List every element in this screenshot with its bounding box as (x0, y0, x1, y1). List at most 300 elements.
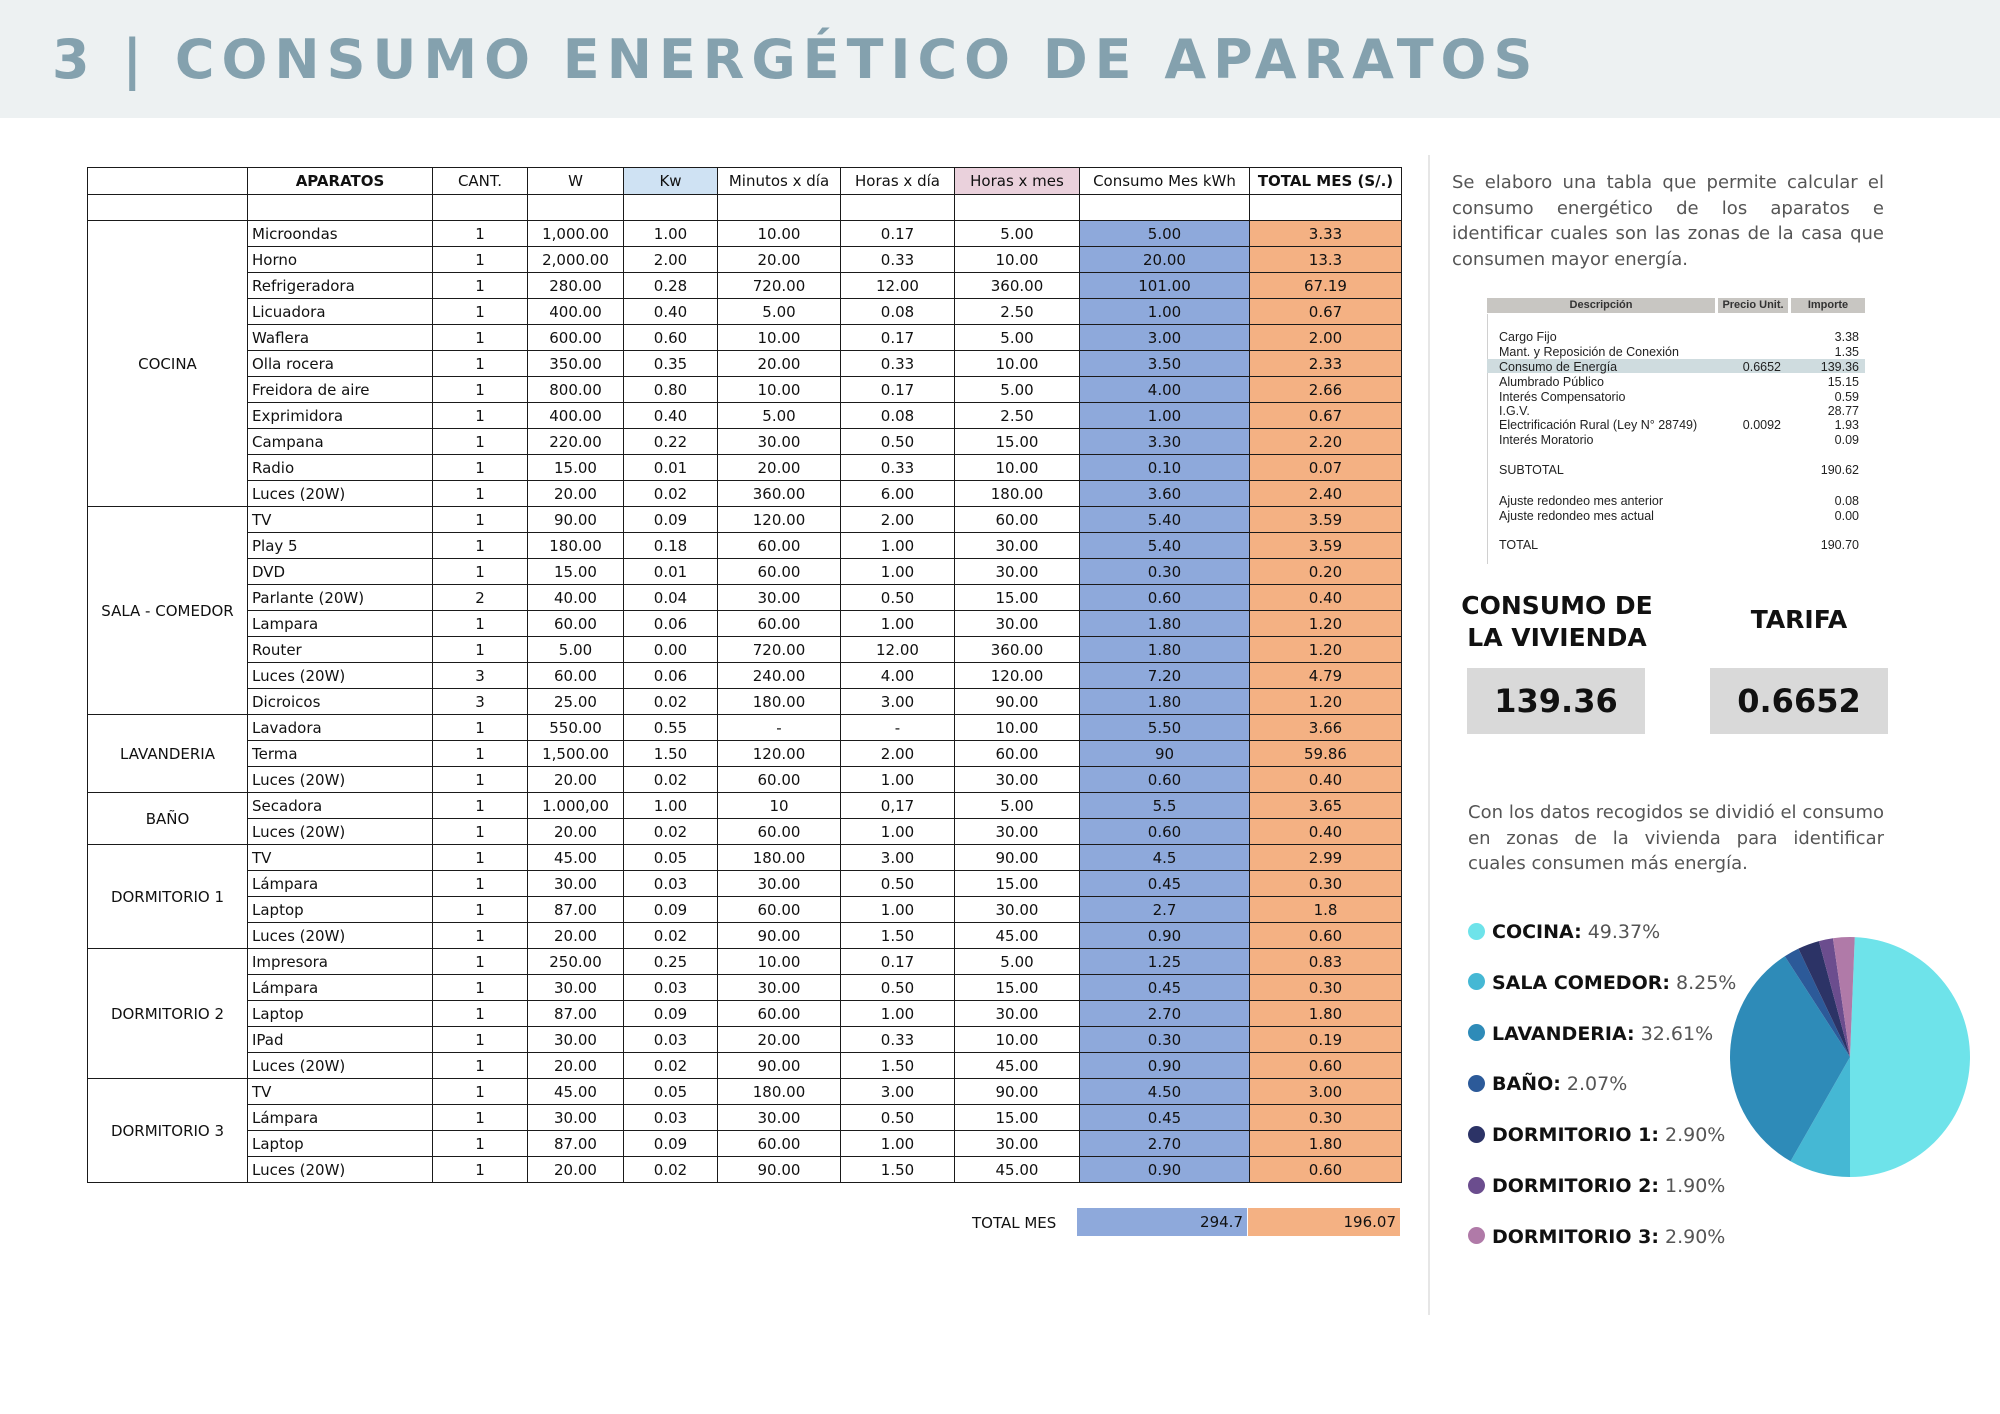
cell-total: 0.60 (1250, 1053, 1402, 1079)
cell-kwh: 101.00 (1080, 273, 1250, 299)
zone-consumption-pie-chart (1728, 935, 1972, 1179)
table-row (88, 741, 1402, 767)
intro-paragraph: Se elaboro una tabla que permite calcular el consumo energético de los aparatos e identificar cuales son las zonas de la casa que consumen mayor energía. (1452, 172, 1884, 270)
cell-kw: 1.00 (624, 221, 718, 247)
receipt-line-amount: 0.09 (1834, 433, 1859, 447)
cell-hd: 1.50 (841, 923, 955, 949)
table-cell (88, 195, 248, 221)
cell-kw: 0.05 (624, 845, 718, 871)
cell-total: 1.80 (1250, 1001, 1402, 1027)
cell-total: 3.59 (1250, 533, 1402, 559)
legend-label: DORMITORIO 3: (1492, 1225, 1659, 1248)
cell-total: 0.83 (1250, 949, 1402, 975)
cell-min: 10 (718, 793, 841, 819)
receipt-line (1499, 375, 1859, 389)
receipt-line (1499, 330, 1859, 344)
cell-name: Luces (20W) (248, 819, 433, 845)
cell-name: Lámpara (248, 1105, 433, 1131)
cell-hd: 0.50 (841, 429, 955, 455)
cell-kw: 0.35 (624, 351, 718, 377)
cell-hd: 1.00 (841, 897, 955, 923)
cell-name: Parlante (20W) (248, 585, 433, 611)
cell-hd: 12.00 (841, 637, 955, 663)
table-row (88, 1079, 1402, 1105)
cell-hm: 60.00 (955, 507, 1080, 533)
cell-w: 5.00 (528, 637, 624, 663)
cell-kwh: 2.7 (1080, 897, 1250, 923)
table-row (88, 1105, 1402, 1131)
cell-kwh: 0.45 (1080, 871, 1250, 897)
table-row (88, 273, 1402, 299)
cell-cant: 1 (433, 975, 528, 1001)
cell-name: Freidora de aire (248, 377, 433, 403)
receipt-line (1499, 404, 1859, 418)
cell-hm: 30.00 (955, 559, 1080, 585)
cell-hm: 10.00 (955, 455, 1080, 481)
cell-min: 10.00 (718, 325, 841, 351)
cell-kw: 0.01 (624, 559, 718, 585)
cell-kw: 0.02 (624, 1157, 718, 1183)
cell-kw: 0.18 (624, 533, 718, 559)
cell-kw: 0.80 (624, 377, 718, 403)
cell-hm: 60.00 (955, 741, 1080, 767)
cell-kw: 0.55 (624, 715, 718, 741)
cell-min: 720.00 (718, 637, 841, 663)
table-row (88, 1157, 1402, 1183)
cell-cant: 1 (433, 871, 528, 897)
cell-name: Router (248, 637, 433, 663)
cell-cant: 1 (433, 377, 528, 403)
zone-cell: DORMITORIO 3 (88, 1079, 248, 1183)
cell-total: 1.8 (1250, 897, 1402, 923)
receipt-header-importe: Importe (1791, 298, 1865, 313)
cell-total: 2.40 (1250, 481, 1402, 507)
cell-w: 400.00 (528, 299, 624, 325)
cell-kw: 0.02 (624, 689, 718, 715)
table-cell (718, 195, 841, 221)
zone-cell: DORMITORIO 2 (88, 949, 248, 1079)
receipt-line (1499, 538, 1859, 552)
header-horas-dia: Horas x día (841, 168, 955, 195)
cell-hd: 0.50 (841, 1105, 955, 1131)
cell-kwh: 3.00 (1080, 325, 1250, 351)
table-row (88, 325, 1402, 351)
cell-hm: 15.00 (955, 429, 1080, 455)
cell-name: Waflera (248, 325, 433, 351)
cell-cant: 1 (433, 429, 528, 455)
table-row (88, 845, 1402, 871)
table-row (88, 611, 1402, 637)
cell-cant: 2 (433, 585, 528, 611)
legend-dot-icon (1468, 973, 1485, 990)
cell-cant: 1 (433, 273, 528, 299)
cell-kw: 0.09 (624, 1001, 718, 1027)
total-soles-value: 196.07 (1248, 1208, 1400, 1236)
cell-name: Lámpara (248, 975, 433, 1001)
cell-total: 1.20 (1250, 689, 1402, 715)
zone-cell: LAVANDERIA (88, 715, 248, 793)
receipt-header-precio: Precio Unit. (1718, 298, 1788, 313)
table-row (88, 819, 1402, 845)
cell-w: 45.00 (528, 1079, 624, 1105)
tarifa-value: 0.6652 (1710, 668, 1888, 734)
cell-min: 30.00 (718, 871, 841, 897)
cell-w: 1.000,00 (528, 793, 624, 819)
cell-w: 2,000.00 (528, 247, 624, 273)
table-row (88, 949, 1402, 975)
cell-name: Radio (248, 455, 433, 481)
cell-kwh: 90 (1080, 741, 1250, 767)
cell-name: Licuadora (248, 299, 433, 325)
cell-kw: 0.40 (624, 299, 718, 325)
cell-total: 3.66 (1250, 715, 1402, 741)
cell-kw: 0.04 (624, 585, 718, 611)
cell-min: 60.00 (718, 1131, 841, 1157)
header-total-mes: TOTAL MES (S/.) (1250, 168, 1402, 195)
receipt-line (1499, 509, 1859, 523)
electric-bill-receipt (1487, 296, 1865, 566)
cell-hd: 1.00 (841, 533, 955, 559)
legend-dot-icon (1468, 1227, 1485, 1244)
cell-total: 1.20 (1250, 611, 1402, 637)
cell-name: Lámpara (248, 871, 433, 897)
cell-hm: 5.00 (955, 221, 1080, 247)
cell-name: TV (248, 507, 433, 533)
cell-hm: 30.00 (955, 1131, 1080, 1157)
cell-hd: 0.17 (841, 949, 955, 975)
receipt-line-description: Interés Moratorio (1499, 433, 1594, 447)
zones-paragraph: Con los datos recogidos se dividió el consumo en zonas de la vivienda para identificar cuales consumen más energía. (1468, 802, 1884, 874)
cell-name: Impresora (248, 949, 433, 975)
cell-name: TV (248, 1079, 433, 1105)
cell-cant: 1 (433, 325, 528, 351)
cell-total: 0.30 (1250, 871, 1402, 897)
cell-hm: 45.00 (955, 1157, 1080, 1183)
cell-hm: 45.00 (955, 1053, 1080, 1079)
cell-hm: 15.00 (955, 585, 1080, 611)
cell-w: 600.00 (528, 325, 624, 351)
cell-kwh: 1.80 (1080, 611, 1250, 637)
pie-slice-cocina (1850, 937, 1970, 1177)
receipt-line-description: Ajuste redondeo mes actual (1499, 509, 1654, 523)
cell-kw: 0.40 (624, 403, 718, 429)
cell-kw: 0.02 (624, 923, 718, 949)
energy-consumption-table (87, 167, 1402, 1183)
cell-cant: 1 (433, 1105, 528, 1131)
cell-cant: 1 (433, 923, 528, 949)
cell-kwh: 0.45 (1080, 1105, 1250, 1131)
table-row (88, 637, 1402, 663)
cell-kwh: 0.30 (1080, 559, 1250, 585)
header-consumo-kwh: Consumo Mes kWh (1080, 168, 1250, 195)
cell-kwh: 5.40 (1080, 507, 1250, 533)
legend-label: COCINA: (1492, 921, 1582, 943)
cell-hd: 4.00 (841, 663, 955, 689)
table-row (88, 481, 1402, 507)
receipt-line-description: TOTAL (1499, 538, 1539, 552)
tarifa-title: TARIFA (1750, 605, 1848, 634)
cell-kw: 0.02 (624, 481, 718, 507)
table-row (88, 663, 1402, 689)
receipt-line-description: Mant. y Reposición de Conexión (1499, 345, 1679, 359)
total-kwh-value: 294.7 (1077, 1208, 1247, 1236)
cell-hm: 5.00 (955, 325, 1080, 351)
cell-total: 0.40 (1250, 585, 1402, 611)
table-row (88, 299, 1402, 325)
cell-hm: 45.00 (955, 923, 1080, 949)
cell-hm: 5.00 (955, 949, 1080, 975)
cell-hd: 0.33 (841, 247, 955, 273)
cell-hd: 1.00 (841, 559, 955, 585)
legend-value: 32.61% (1640, 1022, 1714, 1045)
cell-kw: 0.03 (624, 871, 718, 897)
cell-kwh: 5.00 (1080, 221, 1250, 247)
receipt-line (1499, 418, 1859, 432)
cell-min: 60.00 (718, 533, 841, 559)
cell-w: 15.00 (528, 455, 624, 481)
cell-kw: 0.02 (624, 819, 718, 845)
cell-name: IPad (248, 1027, 433, 1053)
legend-item (1468, 968, 1736, 998)
cell-kw: 1.50 (624, 741, 718, 767)
cell-min: - (718, 715, 841, 741)
cell-w: 350.00 (528, 351, 624, 377)
cell-kwh: 3.30 (1080, 429, 1250, 455)
cell-min: 120.00 (718, 507, 841, 533)
table-cell (841, 195, 955, 221)
zone-cell: SALA - COMEDOR (88, 507, 248, 715)
cell-kwh: 7.20 (1080, 663, 1250, 689)
cell-kw: 0.03 (624, 1027, 718, 1053)
cell-total: 2.33 (1250, 351, 1402, 377)
cell-min: 20.00 (718, 247, 841, 273)
cell-hm: 30.00 (955, 533, 1080, 559)
legend-dot-icon (1468, 923, 1485, 940)
table-row (88, 715, 1402, 741)
cell-name: Luces (20W) (248, 1053, 433, 1079)
cell-kwh: 0.90 (1080, 1053, 1250, 1079)
cell-kwh: 5.5 (1080, 793, 1250, 819)
zone-cell: COCINA (88, 221, 248, 507)
cell-cant: 1 (433, 845, 528, 871)
table-row (88, 247, 1402, 273)
cell-hd: 3.00 (841, 1079, 955, 1105)
consumo-value: 139.36 (1467, 668, 1645, 734)
cell-kwh: 4.5 (1080, 845, 1250, 871)
cell-hd: 1.00 (841, 1001, 955, 1027)
receipt-line-description: Cargo Fijo (1499, 330, 1557, 344)
receipt-line (1499, 390, 1859, 404)
legend-label: DORMITORIO 1: (1492, 1124, 1659, 1147)
receipt-line-description: Consumo de Energía (1499, 360, 1618, 374)
cell-total: 0.67 (1250, 299, 1402, 325)
cell-name: Luces (20W) (248, 767, 433, 793)
cell-kw: 0.28 (624, 273, 718, 299)
legend-item (1468, 1069, 1627, 1099)
cell-total: 13.3 (1250, 247, 1402, 273)
cell-hm: 10.00 (955, 351, 1080, 377)
cell-cant: 1 (433, 949, 528, 975)
cell-kwh: 1.80 (1080, 637, 1250, 663)
table-cell (624, 195, 718, 221)
cell-kw: 0.60 (624, 325, 718, 351)
cell-hm: 10.00 (955, 1027, 1080, 1053)
table-row (88, 1053, 1402, 1079)
cell-kwh: 5.50 (1080, 715, 1250, 741)
cell-hd: 3.00 (841, 845, 955, 871)
cell-total: 0.30 (1250, 975, 1402, 1001)
cell-min: 60.00 (718, 1001, 841, 1027)
cell-min: 20.00 (718, 1027, 841, 1053)
legend-item (1468, 1171, 1725, 1201)
cell-kwh: 1.00 (1080, 403, 1250, 429)
cell-cant: 1 (433, 533, 528, 559)
cell-hm: 5.00 (955, 793, 1080, 819)
cell-cant: 1 (433, 221, 528, 247)
table-row (88, 533, 1402, 559)
header-horas-mes: Horas x mes (955, 168, 1080, 195)
cell-cant: 1 (433, 351, 528, 377)
zone-cell: BAÑO (88, 793, 248, 845)
cell-kw: 0.00 (624, 637, 718, 663)
table-cell (1080, 195, 1250, 221)
receipt-line-description: Interés Compensatorio (1499, 390, 1626, 404)
legend-dot-icon (1468, 1177, 1485, 1194)
cell-w: 87.00 (528, 1001, 624, 1027)
receipt-line-unit-price: 0.6652 (1742, 360, 1781, 374)
zone-cell: DORMITORIO 1 (88, 845, 248, 949)
cell-cant: 1 (433, 741, 528, 767)
cell-name: Secadora (248, 793, 433, 819)
cell-w: 800.00 (528, 377, 624, 403)
cell-kw: 0.09 (624, 897, 718, 923)
table-cell (955, 195, 1080, 221)
cell-hd: 0,17 (841, 793, 955, 819)
table-row (88, 1131, 1402, 1157)
receipt-line-description: Ajuste redondeo mes anterior (1499, 494, 1663, 508)
cell-total: 3.65 (1250, 793, 1402, 819)
cell-w: 20.00 (528, 923, 624, 949)
cell-total: 0.40 (1250, 819, 1402, 845)
cell-w: 220.00 (528, 429, 624, 455)
table-cell (433, 195, 528, 221)
cell-cant: 1 (433, 1027, 528, 1053)
cell-w: 30.00 (528, 1105, 624, 1131)
cell-min: 180.00 (718, 845, 841, 871)
cell-hd: 2.00 (841, 741, 955, 767)
cell-kwh: 0.60 (1080, 585, 1250, 611)
receipt-line-amount: 190.62 (1820, 463, 1859, 477)
cell-w: 550.00 (528, 715, 624, 741)
table-row (88, 429, 1402, 455)
cell-name: Lampara (248, 611, 433, 637)
cell-hd: 2.00 (841, 507, 955, 533)
legend-label: SALA COMEDOR: (1492, 971, 1670, 994)
legend-value: 2.90% (1664, 1225, 1726, 1248)
table-row (88, 923, 1402, 949)
cell-hm: 5.00 (955, 377, 1080, 403)
cell-name: Laptop (248, 1001, 433, 1027)
cell-kwh: 0.45 (1080, 975, 1250, 1001)
cell-hm: 10.00 (955, 247, 1080, 273)
legend-item (1468, 1019, 1713, 1049)
cell-cant: 1 (433, 637, 528, 663)
legend-label: BAÑO: (1492, 1073, 1561, 1096)
cell-cant: 1 (433, 611, 528, 637)
cell-name: Lavadora (248, 715, 433, 741)
cell-kwh: 20.00 (1080, 247, 1250, 273)
cell-hd: 0.17 (841, 221, 955, 247)
cell-kw: 0.06 (624, 611, 718, 637)
cell-total: 3.33 (1250, 221, 1402, 247)
column-divider (1428, 155, 1430, 1315)
cell-cant: 1 (433, 897, 528, 923)
cell-total: 2.66 (1250, 377, 1402, 403)
receipt-line-amount: 15.15 (1827, 375, 1859, 389)
cell-cant: 1 (433, 1157, 528, 1183)
cell-total: 0.60 (1250, 923, 1402, 949)
cell-min: 20.00 (718, 351, 841, 377)
receipt-line-amount: 1.93 (1834, 418, 1859, 432)
cell-kwh: 0.90 (1080, 923, 1250, 949)
table-row (88, 221, 1402, 247)
cell-cant: 1 (433, 767, 528, 793)
cell-total: 67.19 (1250, 273, 1402, 299)
receipt-line-amount: 0.59 (1834, 390, 1859, 404)
cell-kw: 0.09 (624, 507, 718, 533)
cell-name: Laptop (248, 1131, 433, 1157)
cell-min: 30.00 (718, 585, 841, 611)
table-spacer-row (88, 195, 1402, 221)
header-aparatos: APARATOS (248, 168, 433, 195)
cell-kwh: 5.40 (1080, 533, 1250, 559)
cell-hm: 90.00 (955, 689, 1080, 715)
cell-w: 20.00 (528, 481, 624, 507)
cell-kwh: 3.50 (1080, 351, 1250, 377)
cell-cant: 3 (433, 663, 528, 689)
cell-hm: 30.00 (955, 611, 1080, 637)
table-row (88, 455, 1402, 481)
cell-min: 60.00 (718, 897, 841, 923)
cell-name: Luces (20W) (248, 923, 433, 949)
cell-hd: 1.50 (841, 1157, 955, 1183)
legend-value: 2.07% (1566, 1073, 1628, 1096)
receipt-line-amount: 139.36 (1820, 360, 1859, 374)
legend-label: DORMITORIO 2: (1492, 1175, 1659, 1197)
cell-hd: 1.00 (841, 1131, 955, 1157)
cell-kw: 0.06 (624, 663, 718, 689)
cell-w: 280.00 (528, 273, 624, 299)
cell-total: 0.19 (1250, 1027, 1402, 1053)
table-row (88, 793, 1402, 819)
cell-w: 20.00 (528, 1053, 624, 1079)
cell-hm: 360.00 (955, 273, 1080, 299)
cell-cant: 1 (433, 1079, 528, 1105)
table-body (88, 195, 1402, 1183)
cell-min: 90.00 (718, 1157, 841, 1183)
table-row (88, 1027, 1402, 1053)
cell-kw: 0.02 (624, 767, 718, 793)
cell-min: 10.00 (718, 221, 841, 247)
cell-kwh: 0.10 (1080, 455, 1250, 481)
table-row (88, 403, 1402, 429)
cell-kwh: 3.60 (1080, 481, 1250, 507)
cell-w: 180.00 (528, 533, 624, 559)
cell-kwh: 0.90 (1080, 1157, 1250, 1183)
receipt-line-unit-price: 0.0092 (1742, 418, 1781, 432)
cell-hm: 180.00 (955, 481, 1080, 507)
cell-name: Olla rocera (248, 351, 433, 377)
